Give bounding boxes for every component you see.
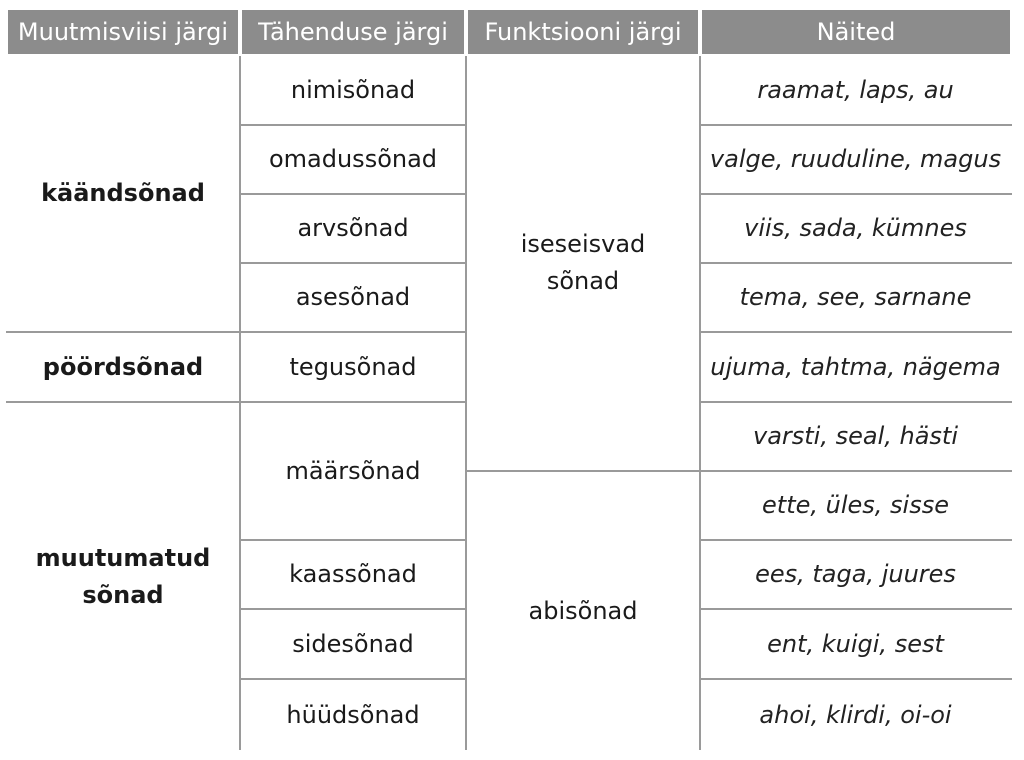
word-class-conjunction: sidesõnad bbox=[292, 629, 414, 658]
function-independent-line1: iseseisvad bbox=[520, 230, 646, 258]
example-verb: ujuma, tahtma, nägema bbox=[710, 352, 1001, 381]
function-auxiliary: abisõnad bbox=[528, 596, 638, 625]
word-class-pronoun: asesõnad bbox=[295, 283, 411, 311]
header-function: Funktsiooni järgi bbox=[468, 10, 698, 54]
word-class-interjection: hüüdsõnad bbox=[286, 700, 420, 729]
example-pronoun: tema, see, sarnane bbox=[739, 283, 972, 311]
function-independent-line2: sõnad bbox=[546, 267, 620, 295]
word-class-adposition: kaassõnad bbox=[289, 560, 417, 588]
category-indeclinables-line1: muutumatud bbox=[35, 543, 211, 572]
word-class-adverb: määrsõnad bbox=[285, 456, 421, 485]
example-adposition: ees, taga, juures bbox=[755, 560, 956, 588]
category-conjugables: pöördsõnad bbox=[42, 352, 204, 381]
word-class-numeral: arvsõnad bbox=[297, 214, 409, 242]
example-noun: raamat, laps, au bbox=[757, 75, 954, 104]
word-class-verb: tegusõnad bbox=[289, 352, 417, 381]
category-indeclinables bbox=[8, 403, 238, 750]
word-class-adjective: omadussõnad bbox=[268, 145, 438, 173]
header-morphology: Muutmisviisi järgi bbox=[8, 10, 238, 54]
category-indeclinables-line2: sõnad bbox=[82, 580, 164, 609]
example-adverb-auxiliary: ette, üles, sisse bbox=[762, 491, 949, 519]
example-adverb-independent: varsti, seal, hästi bbox=[752, 422, 959, 450]
function-independent bbox=[467, 56, 699, 470]
header-examples: Näited bbox=[702, 10, 1010, 54]
word-class-noun: nimisõnad bbox=[290, 75, 416, 104]
category-declinables: käändsõnad bbox=[41, 179, 205, 207]
example-numeral: viis, sada, kümnes bbox=[744, 214, 967, 242]
header-meaning: Tähenduse järgi bbox=[242, 10, 464, 54]
example-interjection: ahoi, klirdi, oi-oi bbox=[759, 700, 952, 729]
example-conjunction: ent, kuigi, sest bbox=[767, 629, 944, 658]
example-adjective: valge, ruuduline, magus bbox=[709, 145, 1002, 173]
